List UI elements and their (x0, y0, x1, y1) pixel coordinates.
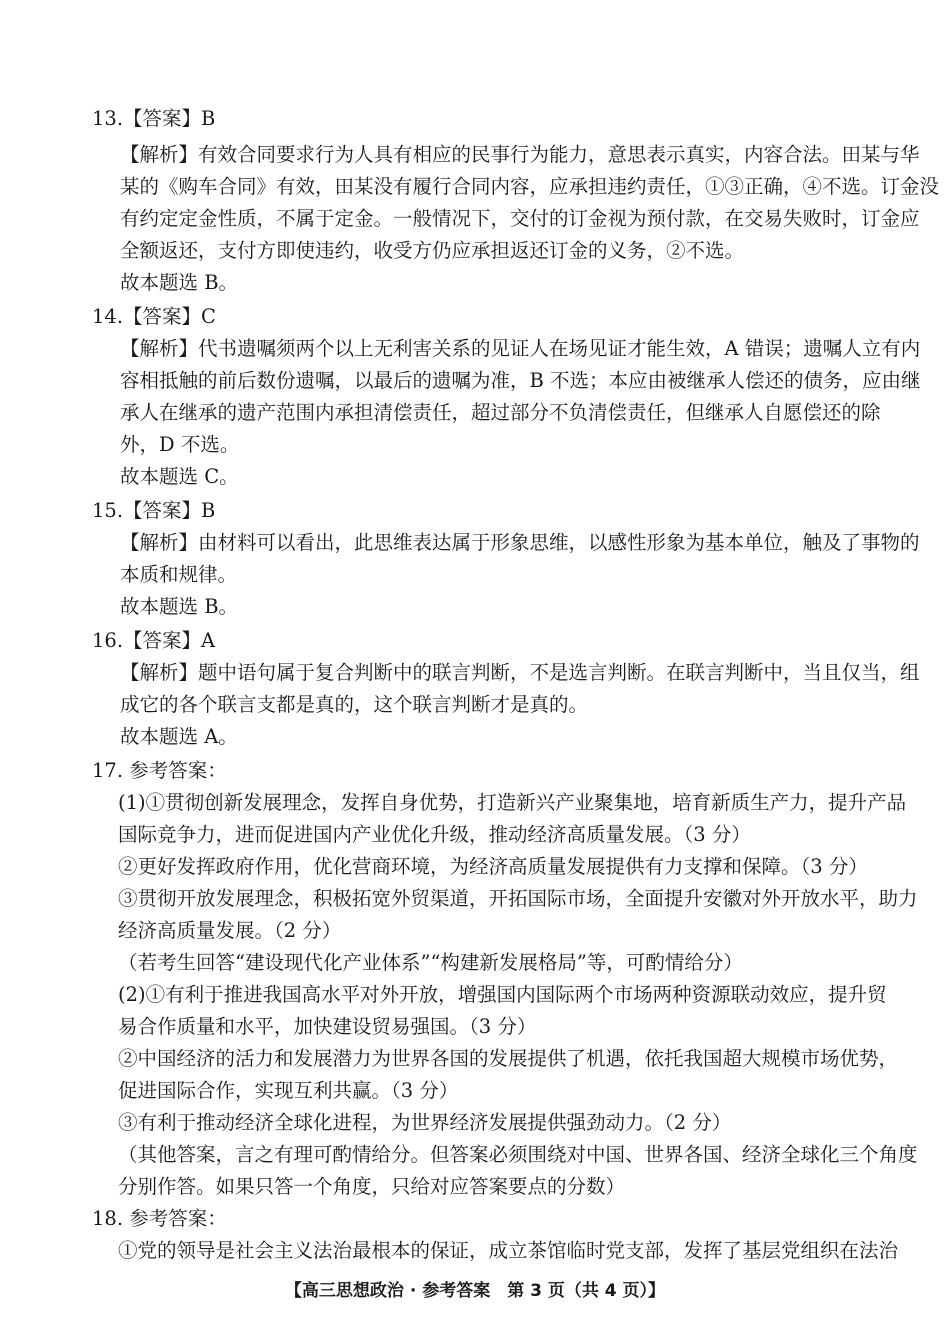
q14-answer: 14.【答案】C (92, 305, 216, 328)
q14-analysis-line: 承人在继承的遗产范围内承担清偿责任，超过部分不负清偿责任，但继承人自愿偿还的除 (120, 401, 881, 424)
q17-line: (1)①贯彻创新发展理念，发挥自身优势，打造新兴产业聚集地，培育新质生产力，提升产品 (118, 791, 907, 814)
q13-analysis-line: 某的《购车合同》有效，田某没有履行合同内容，应承担违约责任，①③正确，④不选。订金没 (120, 175, 940, 198)
q17-line: ②中国经济的活力和发展潜力为世界各国的发展提供了机遇，依托我国超大规模市场优势， (118, 1047, 899, 1070)
q13-analysis-line: 有约定定金性质，不属于定金。一般情况下，交付的订金视为预付款，在交易失败时，订金应 (120, 207, 920, 230)
q15-conclusion: 故本题选 B。 (120, 595, 239, 618)
q14-analysis-line: 容相抵触的前后数份遗嘱，以最后的遗嘱为准，B 不选；本应由被继承人偿还的债务，应由继 (120, 369, 921, 392)
q18-heading: 18. 参考答案： (92, 1207, 227, 1230)
q15-answer: 15.【答案】B (92, 499, 216, 522)
q17-line: (2)①有利于推进我国高水平对外开放，增强国内国际两个市场两种资源联动效应，提升贸 (118, 983, 887, 1006)
q13-analysis-line: 全额返还，支付方即使违约，收受方仍应承担返还订金的义务，②不选。 (120, 239, 745, 262)
q15-analysis-line: 【解析】由材料可以看出，此思维表达属于形象思维，以感性形象为基本单位，触及了事物的 (120, 531, 920, 554)
q14-analysis-line: 【解析】代书遗嘱须两个以上无利害关系的见证人在场见证才能生效，A 错误；遗嘱人立有内 (120, 337, 921, 360)
q17-heading: 17. 参考答案： (92, 759, 227, 782)
q13-conclusion: 故本题选 B。 (120, 271, 239, 294)
q17-line: ③贯彻开放发展理念，积极拓宽外贸渠道，开拓国际市场，全面提升安徽对外开放水平，助力 (118, 887, 918, 910)
q17-line: 分别作答。如果只答一个角度，只给对应答案要点的分数） (118, 1175, 626, 1198)
q14-analysis-line: 外，D 不选。 (120, 433, 240, 456)
q13-analysis-line: 【解析】有效合同要求行为人具有相应的民事行为能力，意思表示真实，内容合法。田某与华 (120, 143, 920, 166)
q17-line: 促进国际合作，实现互利共赢。（3 分） (118, 1079, 459, 1102)
q16-analysis-line: 成它的各个联言支都是真的，这个联言判断才是真的。 (120, 693, 589, 716)
q17-line: ②更好发挥政府作用，优化营商环境，为经济高质量发展提供有力支撑和保障。（3 分） (118, 855, 868, 878)
q17-line: 国际竞争力，进而促进国内产业优化升级，推动经济高质量发展。（3 分） (118, 823, 751, 846)
q17-line: ③有利于推动经济全球化进程，为世界经济发展提供强劲动力。（2 分） (118, 1111, 732, 1134)
q16-analysis-line: 【解析】题中语句属于复合判断中的联言判断，不是选言判断。在联言判断中，当且仅当，组 (120, 661, 920, 684)
q15-analysis-line: 本质和规律。 (120, 563, 238, 586)
q17-line: （其他答案，言之有理可酌情给分。但答案必须围绕对中国、世界各国、经济全球化三个角度 (118, 1143, 918, 1166)
q17-line: 经济高质量发展。（2 分） (118, 919, 342, 942)
q13-answer: 13.【答案】B (92, 107, 216, 130)
q14-conclusion: 故本题选 C。 (120, 465, 239, 488)
q17-line: 易合作质量和水平，加快建设贸易强国。（3 分） (118, 1015, 537, 1038)
page-footer: 【高三思想政治 · 参考答案 第 3 页（共 4 页）】 (284, 1281, 666, 1301)
q16-conclusion: 故本题选 A。 (120, 725, 238, 748)
q18-line: ①党的领导是社会主义法治最根本的保证，成立茶馆临时党支部，发挥了基层党组织在法治 (118, 1239, 899, 1262)
q17-line: （若考生回答“建设现代化产业体系”“构建新发展格局”等，可酌情给分） (118, 951, 743, 974)
q16-answer: 16.【答案】A (92, 629, 216, 652)
